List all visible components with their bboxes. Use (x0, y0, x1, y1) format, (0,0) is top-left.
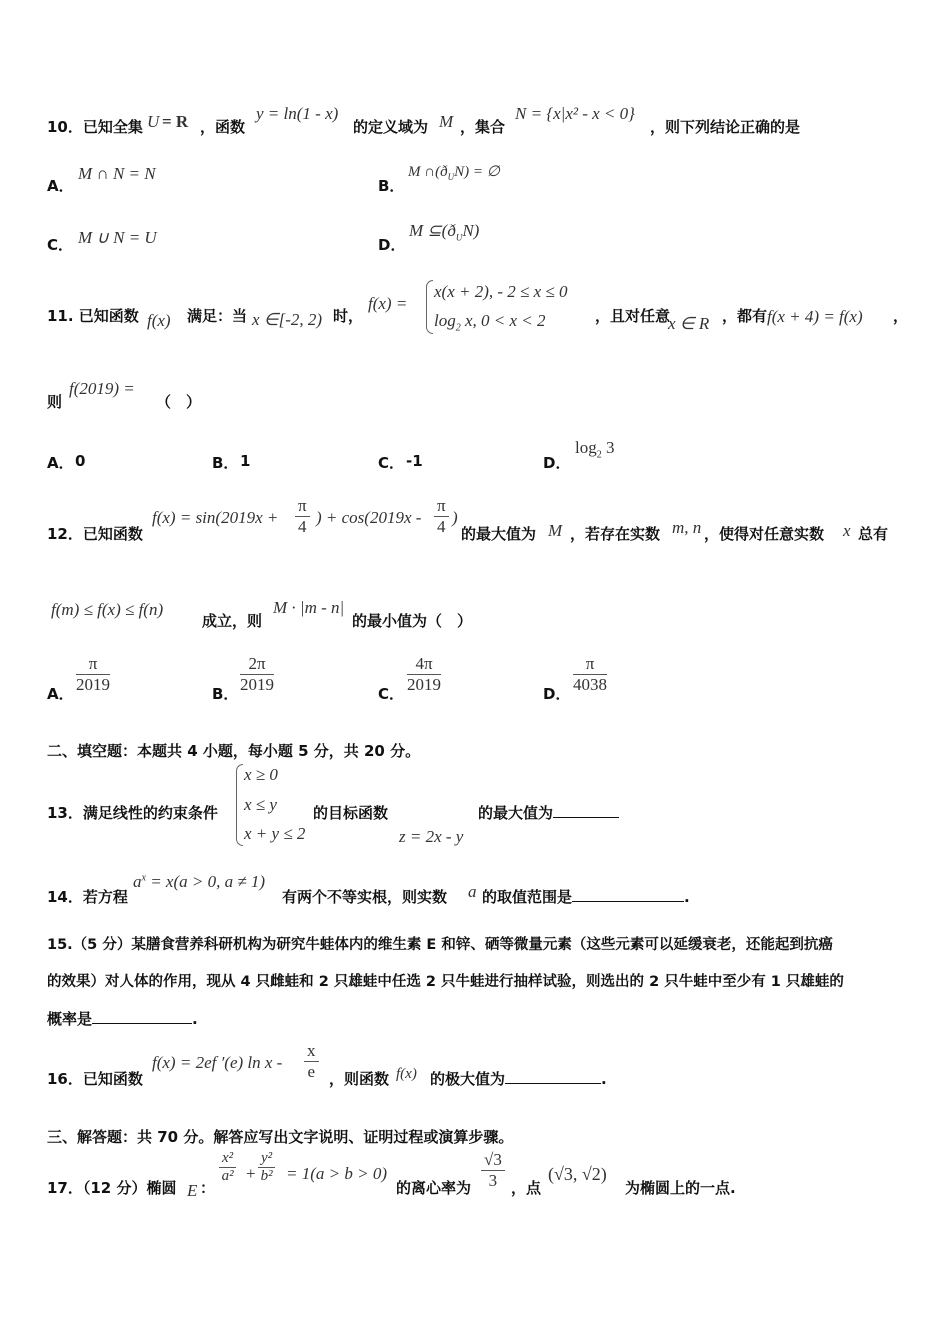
q11-text-then: 则 (47, 393, 63, 411)
q10-option-d-label: D． (378, 236, 406, 254)
q12-mn: m, n (672, 518, 702, 537)
q10-option-d: M $⊆(ð_UN)$ (409, 221, 480, 243)
q12-option-b: 2π 2019 (240, 654, 274, 694)
q11-text-satisfy: 满足：当 (187, 307, 248, 325)
q11-case-2: $\log_2 x$, 0 < x < 2 (434, 311, 546, 334)
q17-equation: = 1(a > b > 0) (286, 1164, 387, 1183)
q12-text-any: ，使得对任意实数 (704, 525, 825, 543)
q13-constraint-1: x ≥ 0 (244, 765, 278, 784)
q12-text-holds: 成立，则 (202, 612, 263, 630)
q12-option-c: 4π 2019 (407, 654, 441, 694)
q11-f2019: f(2019) = (69, 379, 135, 398)
q11-option-a-label: A． (47, 454, 74, 472)
q16-number: 16．已知函数 (47, 1070, 143, 1088)
q11-option-c: -1 (406, 452, 423, 470)
q10-option-c-label: C． (47, 236, 74, 254)
q11-text-have: ，都有 (722, 307, 768, 325)
q12-func-close: ) (452, 508, 458, 527)
q12-text-min: 的最小值为（ ） (352, 612, 473, 630)
q14-text-range: 的取值范围是 . (482, 888, 690, 906)
q10-option-b: M $\cap(ð_UN)$ = ∅ (408, 164, 500, 182)
q14-number: 14．若方程 (47, 888, 128, 906)
q16-text-func: ，则函数 (329, 1070, 390, 1088)
q10-number: 10．已知全集 (47, 118, 143, 136)
q11-comma: ， (893, 307, 909, 325)
q13-number: 13．满足线性的约束条件 (47, 804, 218, 822)
q12-option-c-label: C． (378, 685, 405, 703)
q12-text-exists: ，若存在实数 (570, 525, 661, 543)
q17-point: (√3, √2) (548, 1164, 607, 1184)
q17-text-on-ellipse: 为椭圆上的一点. (625, 1179, 736, 1197)
q16-text-max: 的极大值为 . (430, 1070, 607, 1088)
q12-frac-pi-4-a: π 4 (295, 496, 310, 537)
q12-func-part1: f(x) = sin(2019x + (152, 508, 279, 527)
q10-y-function: y = ln(1 - x) (256, 104, 339, 123)
q17-frac-x2-a2: x² a² (219, 1150, 236, 1185)
q10-set-N: N = {x|x² - x < 0} (515, 104, 635, 123)
q13-z: z = 2x - y (399, 827, 464, 846)
q12-x: x (843, 521, 851, 540)
q12-number: 12．已知函数 (47, 525, 143, 543)
q11-option-b: 1 (240, 452, 251, 470)
q11-option-d-label: D． (543, 454, 571, 472)
q16-fx: f(x) (396, 1066, 417, 1082)
q14-equation: $a^x = x(a > 0$, a ≠ 1) (133, 872, 266, 891)
q10-option-a-label: A． (47, 177, 74, 195)
q11-option-b-label: B． (212, 454, 239, 472)
q11-answer-paren: （ ） (156, 393, 202, 411)
q12-expression: M · |m - n| (273, 598, 345, 617)
q15-line-1: 15.（5 分）某膳食营养科研机构为研究牛蛙体内的维生素 E 和锌、硒等微量元素（这些元素可以延缓衰老，还能起到抗癌 (47, 937, 833, 953)
q11-fx-eq: f(x) = (368, 294, 408, 313)
q10-set-U: U (147, 112, 160, 131)
q12-text-always: 总有 (858, 525, 889, 543)
q17-text-eccentricity: 的离心率为 (396, 1179, 472, 1197)
q11-piecewise-brace (426, 280, 433, 334)
q10-option-b-label: B． (378, 177, 405, 195)
q17-frac-sqrt3-3: √3 3 (481, 1150, 505, 1191)
q11-x-range: x ∈[-2, 2) (252, 310, 323, 329)
q15-line-2: 的效果）对人体的作用，现从 4 只雌蛙和 2 只雄蛙中任选 2 只牛蛙进行抽样试验，则选出的 2 只牛蛙中至少有 1 只雄蛙的 (47, 974, 844, 990)
q12-frac-pi-4-b: π 4 (434, 496, 449, 537)
q17-number: 17．（12 分）椭圆 (47, 1179, 177, 1197)
q11-option-a: 0 (75, 452, 86, 470)
q10-option-a: M ∩ N = N (78, 164, 156, 183)
q17-plus: + (246, 1164, 256, 1183)
q11-case-1: x(x + 2), - 2 ≤ x ≤ 0 (434, 282, 568, 301)
q10-set-M: M (439, 112, 454, 131)
q10-text-domain: 的定义域为 (353, 118, 429, 136)
q17-text-point: ，点 (511, 1179, 542, 1197)
q10-text-function: ，函数 (200, 118, 246, 136)
q10-eq-R: = R (162, 112, 189, 131)
q12-option-d-label: D． (543, 685, 571, 703)
q11-text-when: 时， (333, 307, 364, 325)
q11-option-d: $\log_2 3$ (575, 438, 615, 461)
q10-text-conclusion: ，则下列结论正确的是 (650, 118, 801, 136)
q14-a: a (468, 882, 477, 901)
q11-fx: f(x) (147, 311, 171, 330)
q11-text-any: ，且对任意 (595, 307, 671, 325)
q11-option-c-label: C． (378, 454, 405, 472)
q12-option-a-label: A． (47, 685, 74, 703)
q12-M: M (548, 521, 563, 540)
q10-option-c: M ∪ N = U (78, 228, 157, 247)
q11-x-in-R: x ∈ R (668, 314, 710, 333)
section-fill-blank-heading: 二、填空题：本题共 4 小题，每小题 5 分，共 20 分。 (47, 742, 421, 760)
q16-frac-x-e: x e (304, 1041, 319, 1082)
q12-option-d: π 4038 (573, 654, 607, 694)
q16-function: f(x) = 2ef ′(e) ln x - (152, 1053, 283, 1072)
q15-line-3: 概率是 . (47, 1010, 198, 1028)
q11-periodic: f(x + 4) = f(x) (767, 307, 863, 326)
q12-text-max: 的最大值为 (461, 525, 537, 543)
q13-text-max: 的最大值为 (478, 802, 619, 823)
q17-frac-y2-b2: y² b² (258, 1150, 275, 1185)
q12-option-b-label: B． (212, 685, 239, 703)
q17-E: E (187, 1181, 198, 1200)
q13-constraint-3: x + y ≤ 2 (244, 824, 306, 843)
q14-text-roots: 有两个不等实根，则实数 (282, 888, 448, 906)
q13-text-objective: 的目标函数 (313, 804, 389, 822)
q10-text-set: ，集合 (460, 118, 506, 136)
q12-func-part2: ) + cos(2019x - (316, 508, 422, 527)
q13-constraint-brace (236, 764, 243, 846)
q11-number: 11. 已知函数 (47, 307, 139, 325)
q12-option-a: π 2019 (76, 654, 110, 694)
q17-colon: ： (200, 1179, 216, 1197)
q13-constraint-2: x ≤ y (244, 795, 277, 814)
q12-inequality: f(m) ≤ f(x) ≤ f(n) (51, 600, 164, 619)
section-solve-heading: 三、解答题：共 70 分。解答应写出文字说明、证明过程或演算步骤。 (47, 1128, 514, 1146)
